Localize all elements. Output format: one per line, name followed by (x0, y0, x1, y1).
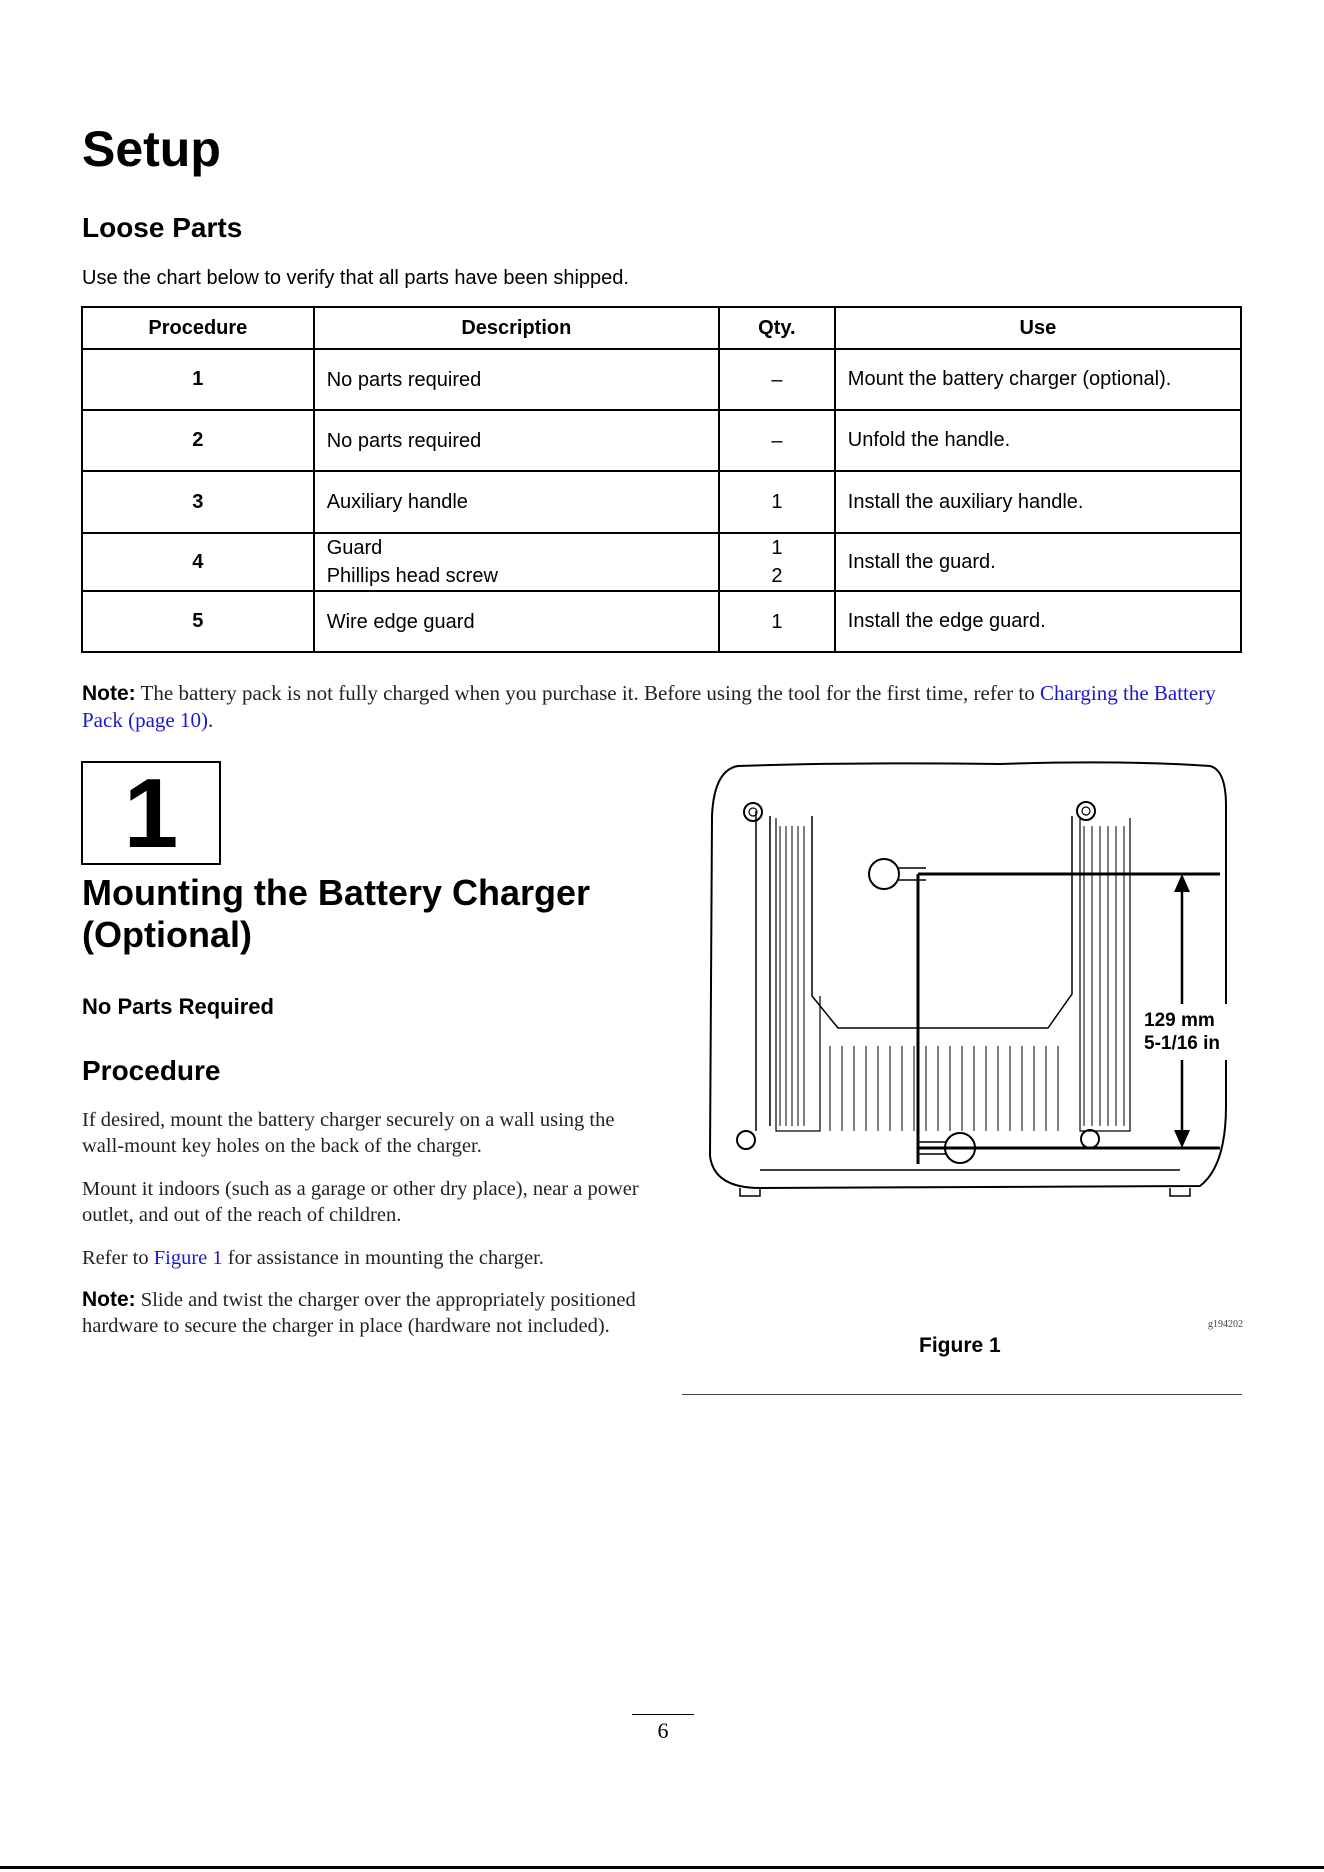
loose-parts-table (81, 306, 1242, 653)
row-procedure: 3 (82, 471, 314, 533)
figure-caption: Figure 1 (919, 1334, 1001, 1357)
note-text: The battery pack is not fully charged when you purchase it. Before using the tool for the first time, refer to (140, 681, 1035, 705)
refer-text-end: for assistance in mounting the charger. (227, 1247, 544, 1269)
figure-divider (682, 1394, 1242, 1395)
paragraph-indoors: Mount it indoors (such as a garage or other dry place), near a power outlet, and out of the reach of children. (82, 1178, 639, 1226)
keyhole-top (869, 859, 899, 889)
paragraph-note (82, 1287, 654, 1339)
note-label: Note: (82, 1288, 136, 1311)
row-use: Install the edge guard. (835, 591, 1241, 652)
loose-parts-intro: Use the chart below to verify that all parts have been shipped. (82, 267, 629, 289)
figure-id: g194202 (1208, 1319, 1243, 1330)
step-title: Mounting the Battery Charger (Optional) (82, 872, 591, 955)
note-text: Slide and twist the charger over the appropriately positioned hardware to secure the charger in place (hardware not included). (82, 1289, 636, 1337)
dimension-in: 5-1/16 in (1144, 1033, 1221, 1054)
table-row (82, 471, 1241, 533)
table-row (82, 349, 1241, 410)
paragraph-mount: If desired, mount the battery charger securely on a wall using the wall-mount key holes on the back of the charger. (82, 1109, 615, 1157)
header-description: Description (314, 307, 719, 349)
page-number: 6 (657, 1718, 669, 1743)
vent-fins-right (1084, 826, 1124, 1126)
charger-body-illustration (710, 762, 1226, 1196)
row-procedure: 5 (82, 591, 314, 652)
screw-top-left (744, 803, 762, 821)
paragraph-refer (82, 1245, 654, 1271)
row-qty: – (719, 349, 835, 410)
charger-inner-panel (812, 816, 1072, 1028)
dimension-mm: 129 mm (1144, 1010, 1215, 1031)
step-number-box: 1 (81, 761, 221, 865)
description-line: Guard (326, 537, 383, 559)
no-parts-required: No Parts Required (82, 994, 274, 1019)
row-description: Auxiliary handle (314, 471, 719, 533)
charger-outline (710, 762, 1226, 1188)
row-description: Wire edge guard (314, 591, 719, 652)
qty-line: 1 (771, 537, 783, 559)
charger-figure (700, 756, 1240, 1286)
table-row (82, 533, 1241, 591)
header-use: Use (835, 307, 1241, 349)
vent-fins-left (780, 826, 804, 1126)
page-heading: Setup (82, 121, 221, 177)
refer-text: Refer to (82, 1247, 149, 1269)
note-label: Note: (82, 682, 136, 705)
vent-fins-bottom (830, 1046, 1058, 1131)
row-use: Mount the battery charger (optional). (835, 349, 1241, 410)
row-use: Unfold the handle. (835, 410, 1241, 471)
note-end: . (207, 708, 214, 732)
row-qty: 1 (719, 471, 835, 533)
row-qty: 1 (719, 591, 835, 652)
description-line: Phillips head screw (326, 565, 498, 587)
row-qty: – (719, 410, 835, 471)
screw-top-right (1077, 802, 1095, 820)
section-title-loose-parts: Loose Parts (82, 212, 243, 243)
screw-bottom-right (1081, 1130, 1099, 1148)
page-number-rule (632, 1714, 694, 1715)
qty-line: 2 (771, 565, 783, 587)
procedure-heading: Procedure (82, 1055, 221, 1086)
header-procedure: Procedure (82, 307, 314, 349)
table-row (82, 591, 1241, 652)
header-qty: Qty. (719, 307, 835, 349)
screw-bottom-left (737, 1131, 755, 1149)
figure-link[interactable]: Figure 1 (153, 1247, 223, 1269)
row-use: Install the guard. (835, 533, 1241, 591)
battery-note (82, 680, 1242, 734)
row-use: Install the auxiliary handle. (835, 471, 1241, 533)
row-description: No parts required (314, 410, 719, 471)
row-procedure: 1 (82, 349, 314, 410)
row-description (314, 533, 719, 591)
charging-link[interactable]: Charging the Battery Pack (page 10) (82, 681, 1216, 732)
page-bottom-border (0, 1866, 1324, 1869)
row-description: No parts required (314, 349, 719, 410)
table-header-row (82, 307, 1241, 349)
table-row (82, 410, 1241, 471)
row-procedure: 4 (82, 533, 314, 591)
row-qty (719, 533, 835, 591)
row-procedure: 2 (82, 410, 314, 471)
